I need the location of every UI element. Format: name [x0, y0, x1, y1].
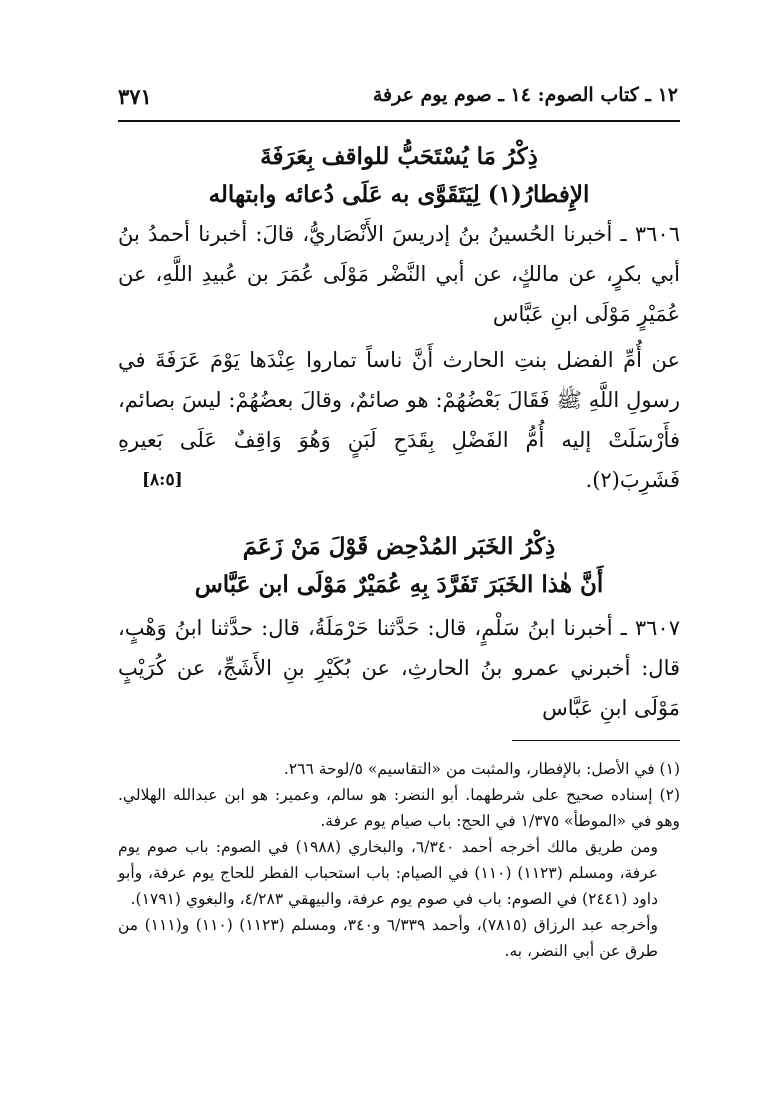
footnote-rule	[512, 740, 680, 741]
footnote-2: (٢) إسناده صحيح على شرطهما. أبو النضر: هو سالم، وعمير: هو ابن عبدالله الهلالي. وهو في «الموطأ» ١/٣٧٥ في الحج: باب صيام يوم عرفة.	[118, 786, 680, 830]
footnote-2-paragraph: وأخرجه عبد الرزاق (٧٨١٥)، وأحمد ٦/٣٣٩ و٣٤٠، ومسلم (١١٢٣) (١١٠) و(١١١) من طرق عن أبي النضر، به.	[118, 916, 659, 960]
running-title: ١٢ ـ كتاب الصوم: ١٤ ـ صوم يوم عرفة	[372, 84, 678, 106]
hadith-3606-matn: عن أُمِّ الفضل بنتِ الحارث أَنَّ ناساً تماروا عِنْدَها يَوْمَ عَرَفَةَ في رسولِ اللَّهِ ﷺ فَقَالَ بَعْضُهُمْ: هو صائمٌ، وقالَ بعضُهُمْ: ليسَ بصائم، فأَرْسَلَتْ إليه أُمُّ الفَضْلِ بِقَدَحِ لَبَنٍ وَهُوَ وَاقِفٌ عَلَى بَعيرهِ فَشَرِبَ(٢).	[118, 348, 680, 492]
hadith-reference: [٨:٥]	[142, 470, 183, 490]
page-number: ٣٧١	[118, 84, 152, 109]
section-heading-2	[118, 528, 680, 604]
heading-line: ذِكْرُ مَا يُسْتَحَبُّ للواقف بِعَرَفَةَ	[260, 143, 538, 170]
heading-line: أَنَّ هٰذا الخَبَرَ تَفَرَّدَ بِهِ عُمَيْرٌ مَوْلَى ابن عَبَّاس	[194, 571, 604, 598]
page-header	[118, 84, 678, 118]
footnotes	[118, 756, 680, 964]
footnote-2-paragraph: ومن طريق مالك أخرجه أحمد ٦/٣٤٠، والبخاري (١٩٨٨) في الصوم: باب صوم يوم عرفة، ومسلم (١١٢٣) (١١٠) في الصيام: باب استحباب الفطر للحاج يوم عرفة، وأبو داود (٢٤٤١) في الصوم: باب في صوم يوم عرفة، والبيهقي ٤/٢٨٣، والبغوي (١٧٩١).	[118, 838, 658, 908]
heading-line: ذِكْرُ الخَبَر المُدْحِض قَوْلَ مَنْ زَعَمَ	[242, 533, 556, 560]
heading-line: الإِفطارُ(١) لِيَتَقَوَّى به عَلَى دُعائه وابتهاله	[208, 181, 590, 208]
footnote-1: (١) في الأصل: بالإفطار، والمثبت من «التقاسيم» ٥/لوحة ٢٦٦.	[283, 760, 680, 778]
hadith-3607-isnad: ٣٦٠٧ ـ أخبرنا ابنُ سَلْمٍ، قال: حَدَّثنا حَرْمَلَةُ، قال: حدَّثنا ابنُ وَهْبٍ، قال: أخبرني عمرو بنُ الحارثِ، عن بُكَيْرِ بنِ الأَشَجِّ، عن كُرَيْبٍ مَوْلَى ابنِ عَبَّاس	[118, 616, 680, 720]
header-rule	[118, 120, 680, 122]
section-heading-1	[118, 138, 680, 214]
hadith-3606-isnad: ٣٦٠٦ ـ أخبرنا الحُسينُ بنُ إدريسَ الأَنْصَاريُّ، قالَ: أخبرنا أحمدُ بنُ أبي بكرٍ، عن مالكٍ، عن أبي النَّضْر مَوْلَى عُمَرَ بن عُبيدِ اللَّهِ، عن عُمَيْرٍ مَوْلَى ابنِ عَبَّاس	[118, 222, 680, 326]
